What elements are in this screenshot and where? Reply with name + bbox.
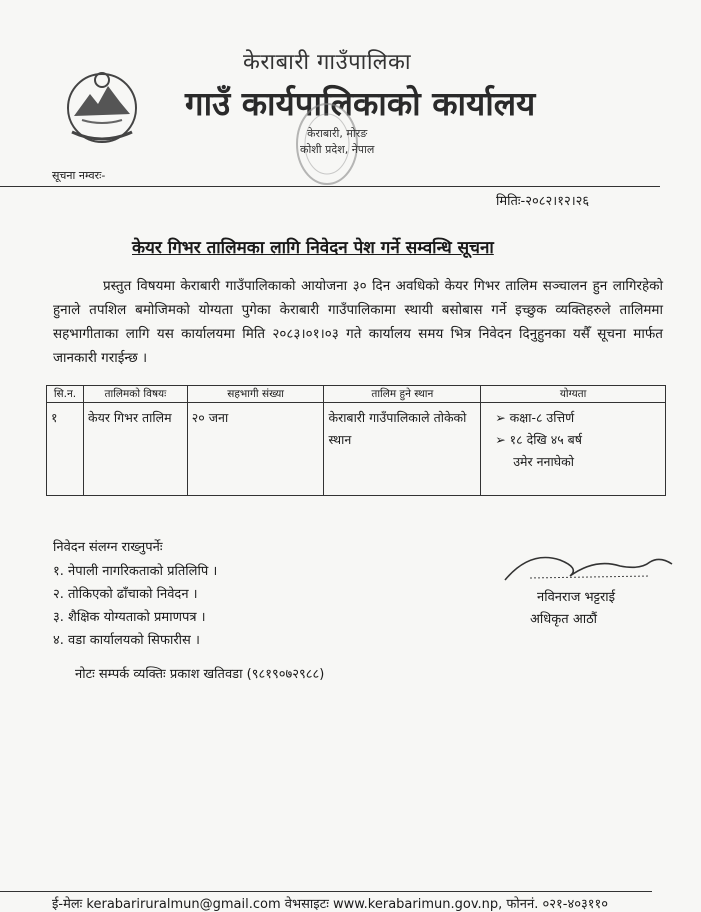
notice-number: सूचना नम्वरः- <box>52 169 106 182</box>
table-row <box>47 403 666 496</box>
cell-sn: १ <box>47 403 84 496</box>
header-divider <box>0 186 660 187</box>
qualification-item: ➢ कक्षा-८ उत्तिर्ण <box>495 410 575 425</box>
signature-icon <box>500 540 680 592</box>
cell-count: २० जना <box>187 403 324 496</box>
office-name-line2: गाउँ कार्यपालिकाको कार्यालय <box>185 84 536 123</box>
notice-body-text: प्रस्तुत विषयमा केराबारी गाउँपालिकाको आयोजना ३० दिन अवधिको केयर गिभर तालिम सञ्चालन हुन लागिरहेको हुनाले तपशिल बमोजिमको योग्यता पुगेका केराबारी गाउँपालिकामा स्थायी बसोबास गर्ने इच्छुक व्यक्तिहरुले तालिममा सहभागीताका लागि यस कार्यालयमा मिति २०८३।०१।०३ गते कार्यालय समय भित्र निवेदन दिनुहुनका यसैँ सूचना मार्फत जानकारी गराईन्छ । <box>53 278 663 366</box>
table-header-row <box>47 386 666 403</box>
attachments-title: निवेदन संलग्न राख्नुपर्नेः <box>53 540 163 555</box>
col-header-subject: तालिमको विषयः <box>83 386 187 403</box>
list-item: ३. शैक्षिक योग्यताको प्रमाणपत्र । <box>53 610 206 625</box>
nepal-emblem-icon <box>62 64 142 146</box>
qualification-item: उमेर ननाघेको <box>513 454 574 469</box>
col-header-qualification: योग्यता <box>481 386 666 403</box>
col-header-sn: सि.न. <box>47 386 84 403</box>
signatory-name: नविनराज भट्टराई <box>537 590 616 605</box>
contact-note: नोटः सम्पर्क व्यक्तिः प्रकाश खतिवडा (९८१९०७२९८८) <box>75 667 325 682</box>
cell-subject: केयर गिभर तालिम <box>83 403 187 496</box>
notice-body <box>53 274 663 370</box>
cell-place: केराबारी गाउँपालिकाले तोकेको स्थान <box>324 403 481 496</box>
footer-contact: ई-मेलः kerabariruralmun@gmail.com वेभसाइटः www.kerabarimun.gov.np, फोननं. ०२१-४०३११० <box>52 897 609 912</box>
cell-qualification <box>481 403 666 496</box>
footer-divider <box>0 891 652 892</box>
office-address-line2: कोशी प्रदेश, नेपाल <box>300 143 375 156</box>
attachments-list <box>53 560 217 652</box>
col-header-place: तालिम हुने स्थान <box>324 386 481 403</box>
notice-title: केयर गिभर तालिमका लागि निवेदन पेश गर्ने सम्वन्धि सूचना <box>132 238 494 258</box>
training-table <box>46 385 666 496</box>
list-item: ४. वडा कार्यालयको सिफारीस । <box>53 633 200 648</box>
qualification-item: ➢ १८ देखि ४५ बर्ष <box>495 432 583 447</box>
office-address-line1: केराबारी, मोरङ <box>307 127 368 140</box>
list-item: १. नेपाली नागरिकताको प्रतिलिपि । <box>53 564 218 579</box>
col-header-count: सहभागी संख्या <box>187 386 324 403</box>
office-address <box>300 126 374 158</box>
office-name-line1: केराबारी गाउँपालिका <box>243 50 412 75</box>
notice-date: मितिः-२०८२।१२।२६ <box>496 194 590 209</box>
signatory-title: अधिकृत आठौं <box>530 612 598 627</box>
list-item: २. तोकिएको ढाँचाको निवेदन । <box>53 587 198 602</box>
